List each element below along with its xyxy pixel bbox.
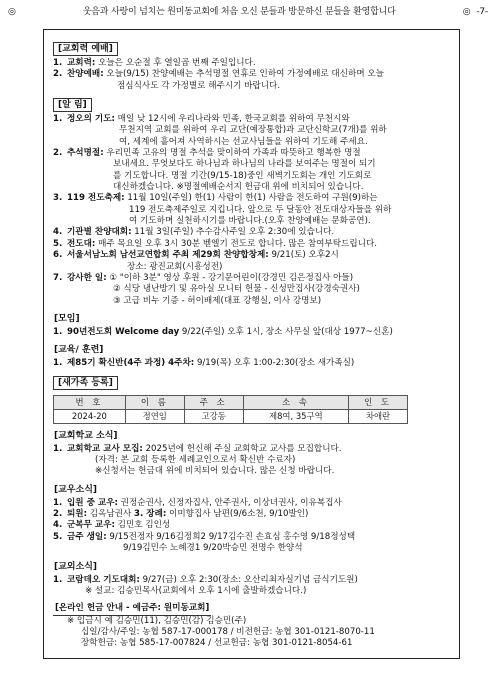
item-line: 11월 10일(주일) 한(1) 사람이 한(1) 사람을 전도하여 구원(9)하는 [127, 193, 378, 204]
item-label: 119 전도축제: [67, 193, 125, 204]
item-label: 군복무 교우: [67, 520, 115, 531]
column-header: 주 소 [184, 395, 243, 409]
item-label: 교회력: [67, 58, 96, 68]
item-number: 5. [53, 531, 63, 542]
school-section [53, 430, 451, 478]
column-header: 인 도 [349, 395, 408, 409]
members-item [53, 520, 451, 531]
worship-item [53, 58, 451, 69]
item-line: ① "이하 3분" 영상 후원 - 강기문어린이(강경민 김은정집사 아들) [109, 272, 354, 283]
item-text: 이미향집사 남편(9/6소천, 9/10발인) [169, 509, 309, 520]
item-number: 3. [53, 193, 63, 204]
item-label: 찬양예배: [67, 69, 104, 80]
item-number: 1. [53, 58, 63, 68]
item-line: 를 기도합니다. 명절 기간(9/15-18)중인 새벽기도회는 개인 기도회로 [113, 170, 372, 181]
item-line: ③ 고급 비누 기증 - 허이배제(대표 강행실, 이사 강명보) [113, 295, 322, 306]
training-item [53, 358, 451, 369]
item-text: 9/27(금) 오후 2:30(장소: 오산리최자실기념 금식기도원) [142, 574, 358, 585]
offering-account-line: 십일/감사/주일: 농협 587-17-000178 / 비전헌금: 농협 301-0121-8070-11 [81, 626, 375, 637]
external-section [53, 561, 451, 598]
item-label: 교회학교 교사 모집: [67, 443, 143, 454]
item-text: 김민호 김인성 [117, 520, 171, 531]
item-label: 제85기 확신반(4주 과정) 4주차: [67, 358, 195, 369]
item-label: 기관별 찬양대회: [67, 227, 132, 238]
item-number: 1. [53, 114, 63, 125]
item-number: 4. [53, 227, 63, 238]
item-number: 4. [53, 520, 63, 531]
item-line: 보내세요. 무엇보다도 하나님과 하나님의 나라를 보여주는 명절이 되기 [113, 159, 376, 170]
item-text: 김옥남권사 [89, 509, 132, 520]
item-text-cont: ※ 설교: 김승민목사(교회에서 오후 1시에 출발하겠습니다.) [85, 585, 307, 596]
item-number: 1. [53, 443, 63, 454]
worship-title: [교회력 예배] [53, 42, 118, 56]
table-header-row [54, 395, 408, 409]
members-section [53, 484, 451, 555]
notices-title: [알 림] [53, 98, 92, 112]
item-label: 전도대: [67, 238, 96, 249]
table-row [54, 409, 408, 423]
item-number: 1. [53, 326, 63, 337]
item-line: 장소: 광진교회(시흥성전) [127, 261, 223, 272]
notices-section [53, 98, 451, 307]
item-line: 11월 3일(주일) 추수감사주일 오후 2:30에 있습니다. [134, 227, 335, 238]
item-label: 퇴원: [67, 509, 88, 520]
item-label: 추석명절: [67, 148, 104, 159]
table-cell: 정연임 [125, 409, 184, 423]
item-label: 금주 생일: [67, 531, 107, 542]
table-cell: 고강동 [184, 409, 243, 423]
item-number: 1. [53, 497, 63, 508]
meeting-section [53, 313, 451, 338]
notice-item [53, 193, 451, 227]
header-left-mark: ◎ [8, 7, 16, 18]
item-line: (자격: 본 교회 등록한 세례교인으로서 확신반 수료자) [95, 455, 296, 466]
newcomers-title: [새가족 등록] [53, 376, 118, 390]
item-line: ② 식당 냉난방기 및 유아실 모니터 헌물 - 신성만집사(강경숙권사) [113, 284, 360, 295]
notice-item [53, 250, 451, 273]
item-text: 권정순권사, 신정자집사, 안주권사, 이상녀권사, 이유복집사 [120, 497, 342, 508]
notice-item [53, 227, 451, 238]
training-section [53, 344, 451, 369]
school-item [53, 444, 451, 478]
item-text: 9/19(목) 오후 1:00-2:30(장소 새가족실) [196, 358, 355, 369]
table-cell: 2024-20 [54, 409, 126, 423]
offering-account-line: 장학헌금: 농협 585-17-007824 / 선교헌금: 농협 301-0121-8054-61 [81, 638, 353, 649]
notice-item [53, 148, 451, 193]
item-label: 강사한 일: [67, 272, 107, 283]
page-number: -7- [476, 7, 488, 18]
item-line: 여 기도하며 실천하시기를 바랍니다.(오후 찬양예배는 문화공연). [129, 216, 371, 227]
members-item [53, 532, 451, 555]
item-label: 입원 중 교우: [67, 497, 118, 508]
item-number: 2. [53, 148, 63, 159]
item-label: 3. 장례: [134, 509, 167, 520]
notice-item [53, 239, 451, 250]
item-text: 9/15전정자 9/16김정희2 9/17김수진 손효심 홍수영 9/18정성택 [109, 531, 356, 542]
item-label: 서울서남노회 남선교연합회 주최 제29회 찬양합창제: [67, 250, 269, 261]
members-item [53, 498, 451, 509]
item-label: 90년전도회 Welcome day [67, 326, 180, 337]
item-line: 우리민족 고유의 명절 추석을 맞이하여 가족과 따뜻하고 행복한 명절 [106, 148, 361, 159]
page-header [8, 5, 488, 21]
notice-item [53, 273, 451, 307]
training-title: [교육/ 훈련] [54, 345, 104, 356]
item-label: 코람데오 기도대회: [67, 574, 140, 585]
meeting-title: [모임] [54, 313, 80, 324]
item-number: 5. [53, 238, 63, 249]
item-line: ※신청서는 헌금대 위에 비치되어 있습니다. 많은 신청 바랍니다. [95, 466, 335, 477]
offering-note: ※ 입금시 예 김승민(11), 김승민(감) 김승민(주) [67, 615, 247, 626]
item-number: 6. [53, 250, 63, 261]
members-title: [교우소식] [54, 484, 98, 495]
table-cell: 제8여, 35구역 [243, 409, 348, 423]
item-text: 오늘(9/15) 찬양예배는 추석명절 연휴로 인하여 가정예배로 대신하며 오늘 [106, 69, 384, 80]
external-title: [교외소식] [54, 561, 98, 572]
column-header: 소 속 [243, 395, 348, 409]
item-number: 2. [53, 69, 63, 80]
item-line: 매일 낮 12시에 우리나라와 민족, 한국교회를 위하여 무천시와 [117, 114, 350, 125]
offering-section [53, 603, 451, 649]
item-text-cont: 점심식사도 각 가정별로 해주시기 바랍니다. [117, 80, 281, 91]
item-line: 매주 목요일 오후 3시 30분 벧엘기 전도로 합니다. 많은 참여부탁드립니다. [98, 238, 377, 249]
worship-item [53, 69, 451, 92]
members-item [53, 509, 451, 520]
meeting-item [53, 327, 451, 338]
item-line: 9/21(토) 오후2시 [271, 250, 339, 261]
column-header: 번 호 [54, 395, 126, 409]
item-text-cont: 9/19김민수 노혜경1 9/20박승민 전명수 한양석 [123, 543, 303, 554]
item-text: 9/22(주일) 오후 1시, 장소 사무실 앞(대상 1977~신혼) [181, 326, 393, 337]
item-number: 1. [53, 358, 63, 369]
header-right-mark: ◎ [462, 7, 471, 18]
item-line: 2025년에 헌신해 주실 교회학교 교사를 모집합니다. [145, 443, 342, 454]
column-header: 이 름 [125, 395, 184, 409]
worship-section [53, 42, 451, 92]
table-cell: 차애란 [349, 409, 408, 423]
item-line: 무천지역 교회를 위하여 우리 교단(예장통합)과 교단신학교(7개)를 위하 [119, 125, 387, 136]
external-item [53, 575, 451, 598]
newcomers-section [53, 376, 451, 424]
item-number: 1. [53, 574, 63, 585]
bulletin-frame [43, 29, 460, 659]
newcomers-table [53, 395, 408, 424]
school-title: [교회학교 소식] [54, 430, 118, 441]
notice-item [53, 114, 451, 148]
item-line: 119 전도축제주일로 지킵니다. 앞으로 두 달동안 전도대상자들을 위하 [129, 204, 392, 215]
item-number: 7. [53, 272, 63, 283]
item-number: 2. [53, 509, 63, 520]
item-line: 여, 세계에 흩어져 사역하시는 선교사님들을 위하여 기도해 주세요. [119, 136, 368, 147]
item-text: 오늘은 오순절 후 열일곱 번째 주일입니다. [98, 58, 256, 68]
item-label: 정오의 기도: [67, 114, 115, 125]
offering-title: [온라인 헌금 안내 - 예금주: 원미동교회] [53, 603, 211, 615]
item-line: 대신하겠습니다. ※명절예배순서지 헌금대 위에 비치되어 있습니다. [113, 182, 364, 193]
header-welcome-text: 웃음과 사랑이 넘치는 원미동교회에 처음 오신 분들과 방문하신 분들을 환영합니다 [82, 7, 396, 18]
